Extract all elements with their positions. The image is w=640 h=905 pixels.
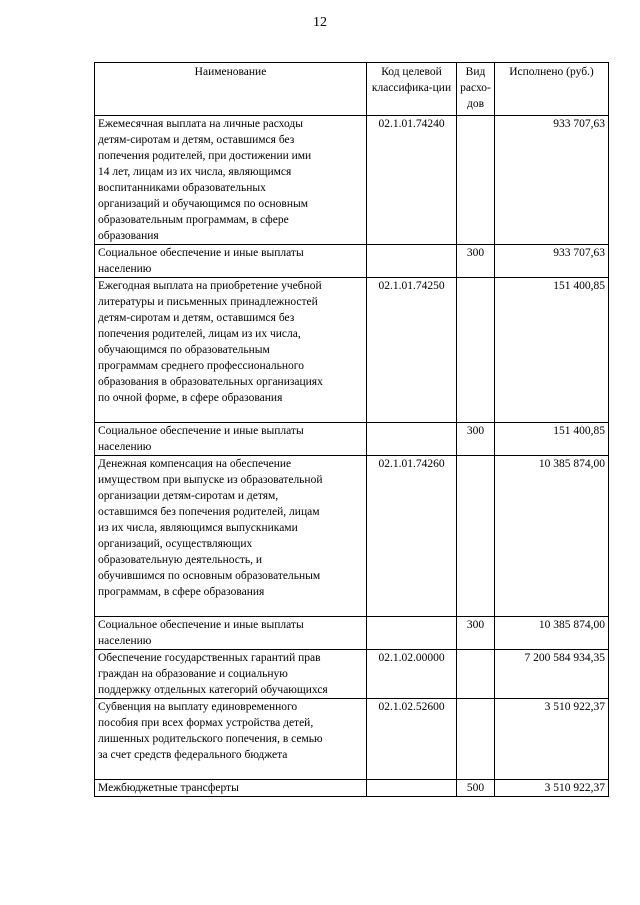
row-type [457,456,495,617]
row-code: 02.1.01.74240 [367,116,457,245]
header-name: Наименование [95,63,367,116]
name-line: обучившимся по основным образовательным [98,570,321,582]
row-name [95,699,367,780]
name-line: детям-сиротам и детям, оставшимся без [98,134,295,146]
name-line: Субвенция на выплату единовременного [98,701,298,713]
row-type [457,116,495,245]
row-name [95,423,367,456]
row-amount: 3 510 922,37 [495,699,609,780]
row-code [367,780,457,797]
table-row [95,278,609,423]
row-amount: 10 385 874,00 [495,456,609,617]
name-line: населению [98,635,152,647]
row-name [95,780,367,797]
table-row [95,780,609,797]
table-row [95,245,609,278]
row-code: 02.1.02.52600 [367,699,457,780]
header-type: Вид расхо-дов [457,63,495,116]
name-line: попечения родителей, лицам из их числа, [98,328,301,340]
name-line [98,406,363,422]
name-line: Межбюджетные трансферты [98,782,239,794]
name-line: детям-сиротам и детям, оставшимся без [98,312,295,324]
row-name [95,456,367,617]
name-line: Ежемесячная выплата на личные расходы [98,118,303,130]
name-line: организаций, осуществляющих [98,538,253,550]
row-type: 300 [457,617,495,650]
row-code [367,245,457,278]
table-row [95,116,609,245]
name-line: оставшимся без попечения родителей, лицам [98,506,320,518]
name-line: Социальное обеспечение и иные выплаты [98,425,304,437]
row-name [95,650,367,699]
name-line: лишенных родительского попечения, в семью [98,733,323,745]
row-code: 02.1.02.00000 [367,650,457,699]
name-line: имуществом при выпуске из образовательной [98,474,323,486]
row-type: 500 [457,780,495,797]
row-amount: 933 707,63 [495,116,609,245]
name-line: по очной форме, в сфере образования [98,392,283,404]
row-name [95,617,367,650]
row-name [95,116,367,245]
name-line: населению [98,441,152,453]
name-line: попечения родителей, при достижении ими [98,150,312,162]
row-type [457,699,495,780]
name-line: Денежная компенсация на обеспечение [98,458,292,470]
header-amount: Исполнено (руб.) [495,63,609,116]
row-name [95,278,367,423]
name-line: за счет средств федерального бюджета [98,749,288,761]
name-line: населению [98,263,152,275]
name-line: образовательным программам, в сфере [98,214,289,226]
name-line: программам среднего профессионального [98,360,304,372]
row-amount: 3 510 922,37 [495,780,609,797]
table-row [95,650,609,699]
table-row [95,456,609,617]
row-code: 02.1.01.74250 [367,278,457,423]
row-amount: 151 400,85 [495,423,609,456]
name-line: Ежегодная выплата на приобретение учебной [98,280,322,292]
name-line: образовательную деятельность, и [98,554,263,566]
name-line: 14 лет, лицам из их числа, являющимся [98,166,292,178]
name-line: обучающимся по образовательным [98,344,270,356]
name-line: образования в образовательных организациях [98,376,323,388]
row-amount: 151 400,85 [495,278,609,423]
name-line [98,763,363,779]
header-row [95,63,609,116]
name-line: из их числа, являющимся выпускниками [98,522,298,534]
name-line: граждан на образование и социальную [98,668,288,680]
page-number: 12 [313,15,327,30]
row-type [457,278,495,423]
row-name [95,245,367,278]
row-type: 300 [457,245,495,278]
name-line: программам, в сфере образования [98,586,265,598]
name-line: воспитанниками образовательных [98,182,266,194]
name-line: Обеспечение государственных гарантий прав [98,652,321,664]
row-amount: 7 200 584 934,35 [495,650,609,699]
name-line: поддержку отдельных категорий обучающихся [98,684,328,696]
name-line: организации детям-сиротам и детям, [98,490,279,502]
name-line: Социальное обеспечение и иные выплаты [98,247,304,259]
name-line: литературы и письменных принадлежностей [98,296,318,308]
row-amount: 10 385 874,00 [495,617,609,650]
name-line: пособия при всех формах устройства детей, [98,717,314,729]
table-row [95,699,609,780]
name-line: Социальное обеспечение и иные выплаты [98,619,304,631]
table-row [95,423,609,456]
row-amount: 933 707,63 [495,245,609,278]
header-code: Код целевой классифика-ции [367,63,457,116]
row-type [457,650,495,699]
name-line: образования [98,230,159,242]
name-line [98,600,363,616]
table-row [95,617,609,650]
report-table [94,62,609,797]
row-code [367,423,457,456]
row-type: 300 [457,423,495,456]
name-line: организаций и обучающимся по основным [98,198,309,210]
row-code: 02.1.01.74260 [367,456,457,617]
row-code [367,617,457,650]
